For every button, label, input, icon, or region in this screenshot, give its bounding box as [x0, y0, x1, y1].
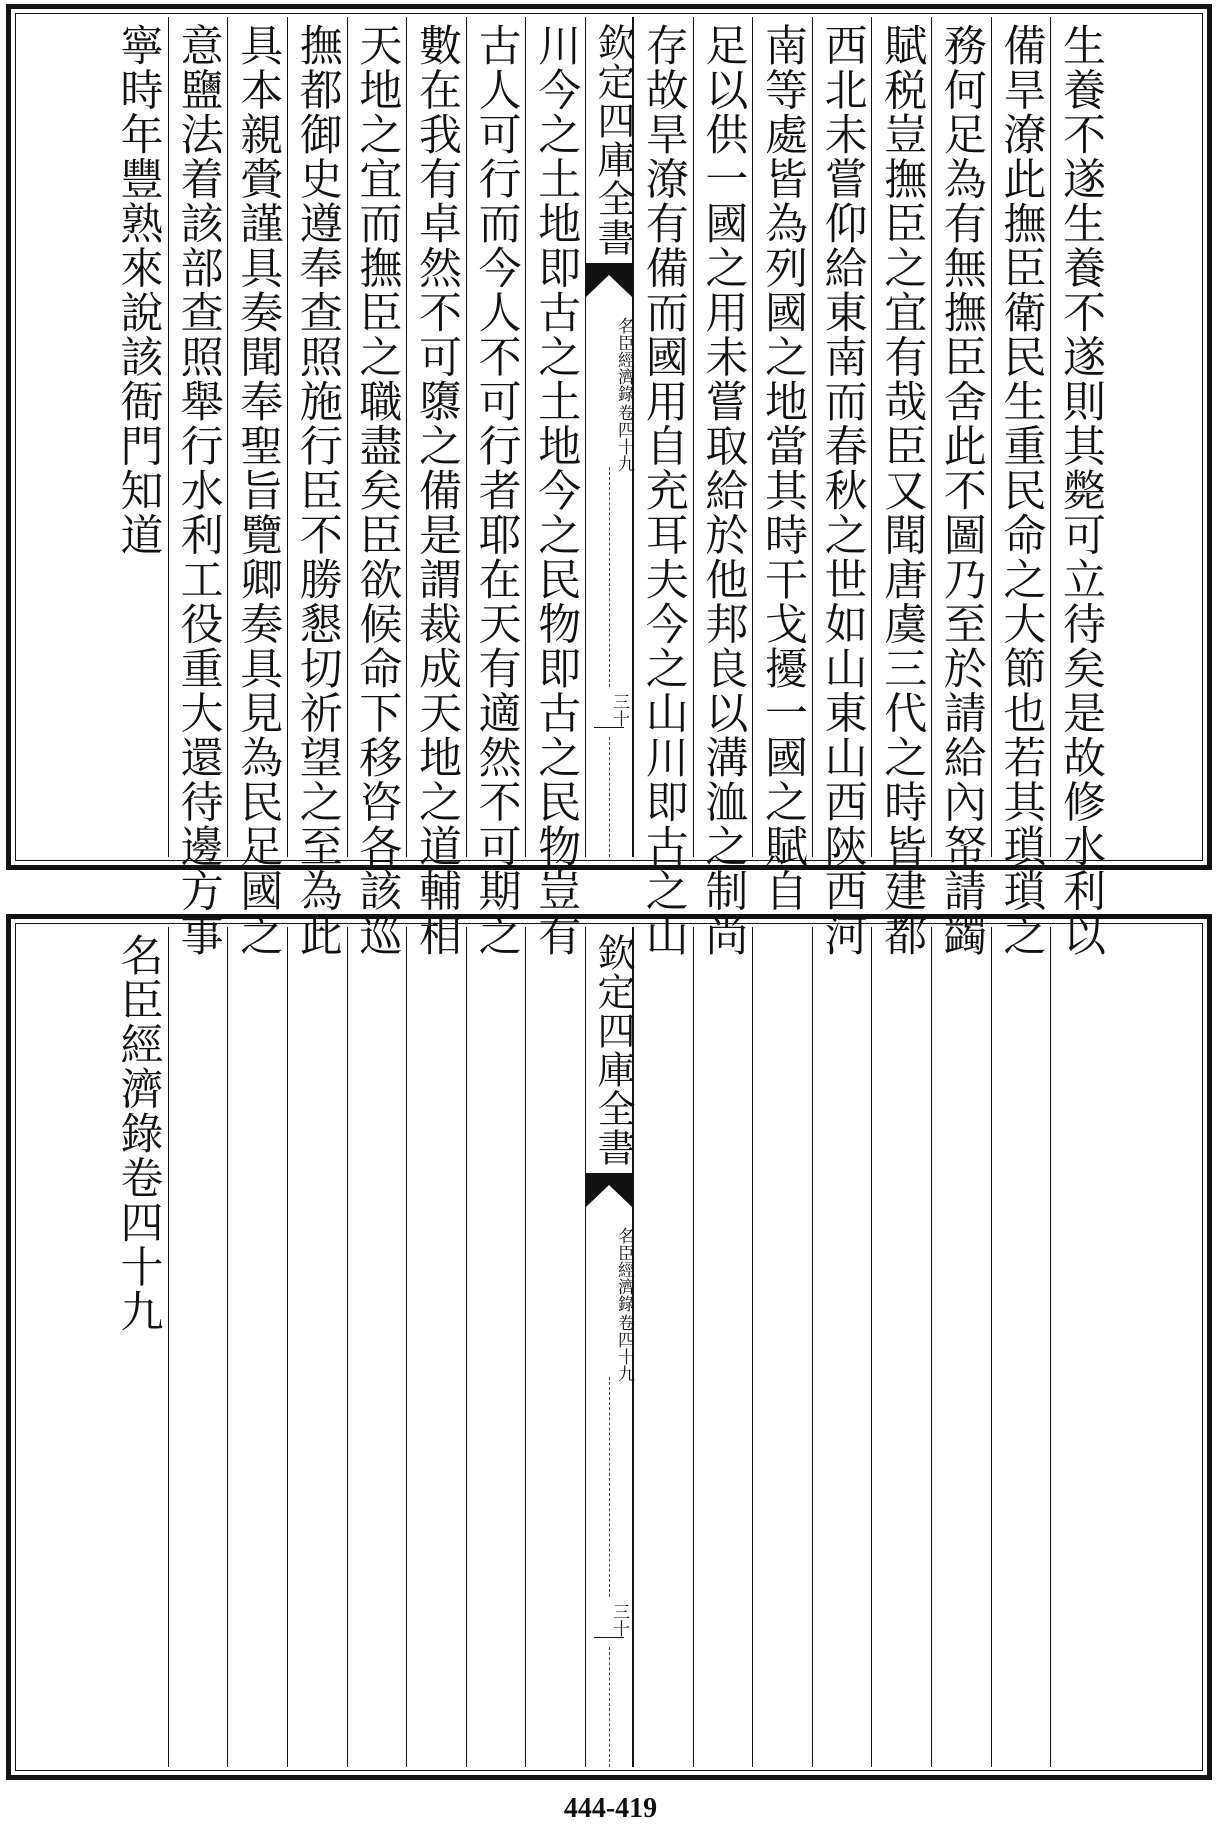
column-text: 具本親賫謹具奏聞奉聖旨覽卿奏具見為民足國之	[233, 23, 284, 958]
column-text: 生養不遂生養不遂則其斃可立待矣是故修水利以	[1055, 23, 1106, 958]
column-text: 務何足為有無撫臣舍此不圖乃至於請給內帑請蠲	[936, 23, 987, 958]
blank-column	[633, 927, 693, 1767]
column-text: 備旱潦此撫臣衛民生重民命之大節也若其瑣瑣之	[996, 23, 1047, 958]
column-text: 足以供一國之用未嘗取給於他邦良以溝洫之制尚	[698, 23, 749, 958]
column-text: 川今之土地即古之土地今之民物即古之民物豈有	[531, 23, 582, 958]
text-column	[227, 17, 287, 958]
column-text: 數在我有卓然不可隳之備是謂裁成天地之道輔相	[411, 23, 462, 958]
column-text: 意鹽法着該部查照舉行水利工役重大還待邊方事	[173, 23, 224, 958]
fold-guide-line	[609, 1647, 610, 1767]
page-bottom	[6, 914, 1212, 1780]
fold-guide-line	[609, 467, 610, 687]
blank-column	[812, 927, 872, 1767]
text-column	[525, 17, 585, 958]
text-column	[693, 17, 753, 958]
folio-number: 三十	[609, 1603, 629, 1637]
fold-guide-line	[609, 1377, 610, 1597]
book-meta	[586, 317, 632, 472]
text-column	[108, 17, 168, 857]
text-column	[287, 17, 347, 958]
column-text: 天地之宜而撫臣之職盡矣臣欲候命下移咨各該巡	[352, 23, 403, 958]
book-name: 名臣經濟錄	[614, 1227, 634, 1312]
blank-column	[1050, 927, 1110, 1767]
blank-column	[693, 927, 753, 1767]
blank-column	[991, 927, 1051, 1767]
column-text: 西北未嘗仰給東南而春秋之世如山東山西陝西河	[817, 23, 868, 958]
folio-rule	[594, 727, 624, 728]
text-column	[931, 17, 991, 958]
text-column	[347, 17, 407, 958]
volume-title-column	[108, 927, 168, 1767]
column-text: 存故旱潦有備而國用自充耳夫今之山川即古之山	[638, 23, 689, 958]
juan-number: 卷四十九	[614, 1314, 634, 1382]
column-text: 名臣經濟錄卷四十九	[113, 933, 164, 1334]
book-name: 名臣經濟錄	[614, 317, 634, 402]
fish-tail-mark-icon	[586, 263, 632, 297]
text-column	[168, 17, 228, 958]
book-meta	[586, 1227, 632, 1382]
text-column	[812, 17, 872, 958]
column-text: 撫都御史遵奉查照施行臣不勝懇切祈望之至為此	[292, 23, 343, 958]
page-number: 444-419	[563, 1793, 658, 1824]
fish-tail-mark-icon	[586, 1173, 632, 1207]
column-text: 古人可行而今人不可行者耶在天有適然不可期之	[471, 23, 522, 958]
folio-rule	[594, 1637, 624, 1638]
blank-column	[347, 927, 407, 1767]
text-column	[466, 17, 526, 958]
library-title: 欽定四庫全書	[591, 933, 635, 1167]
text-column	[871, 17, 931, 958]
text-column	[633, 17, 693, 958]
juan-number: 卷四十九	[614, 404, 634, 472]
text-column	[1050, 17, 1110, 958]
center-fold	[585, 927, 633, 1767]
text-column	[991, 17, 1051, 958]
folio-number: 三十	[609, 693, 629, 727]
text-column	[406, 17, 466, 958]
blank-column	[931, 927, 991, 1767]
column-text: 賦税豈撫臣之宜有哉臣又聞唐虞三代之時皆建都	[877, 23, 928, 958]
library-title: 欽定四庫全書	[591, 23, 635, 257]
blank-column	[871, 927, 931, 1767]
blank-column	[466, 927, 526, 1767]
center-fold	[585, 17, 633, 857]
blank-column	[406, 927, 466, 1767]
page-top	[6, 4, 1212, 958]
blank-column	[287, 927, 347, 1767]
column-text: 南等處皆為列國之地當其時干戈擾一國之賦自	[757, 23, 808, 913]
blank-column	[227, 927, 287, 1767]
column-text: 寧時年豐熟來說該衙門知道	[113, 23, 164, 557]
blank-column	[752, 927, 812, 1767]
blank-column	[168, 927, 228, 1767]
text-column	[752, 17, 812, 913]
fold-guide-line	[609, 737, 610, 857]
blank-column	[525, 927, 585, 1767]
